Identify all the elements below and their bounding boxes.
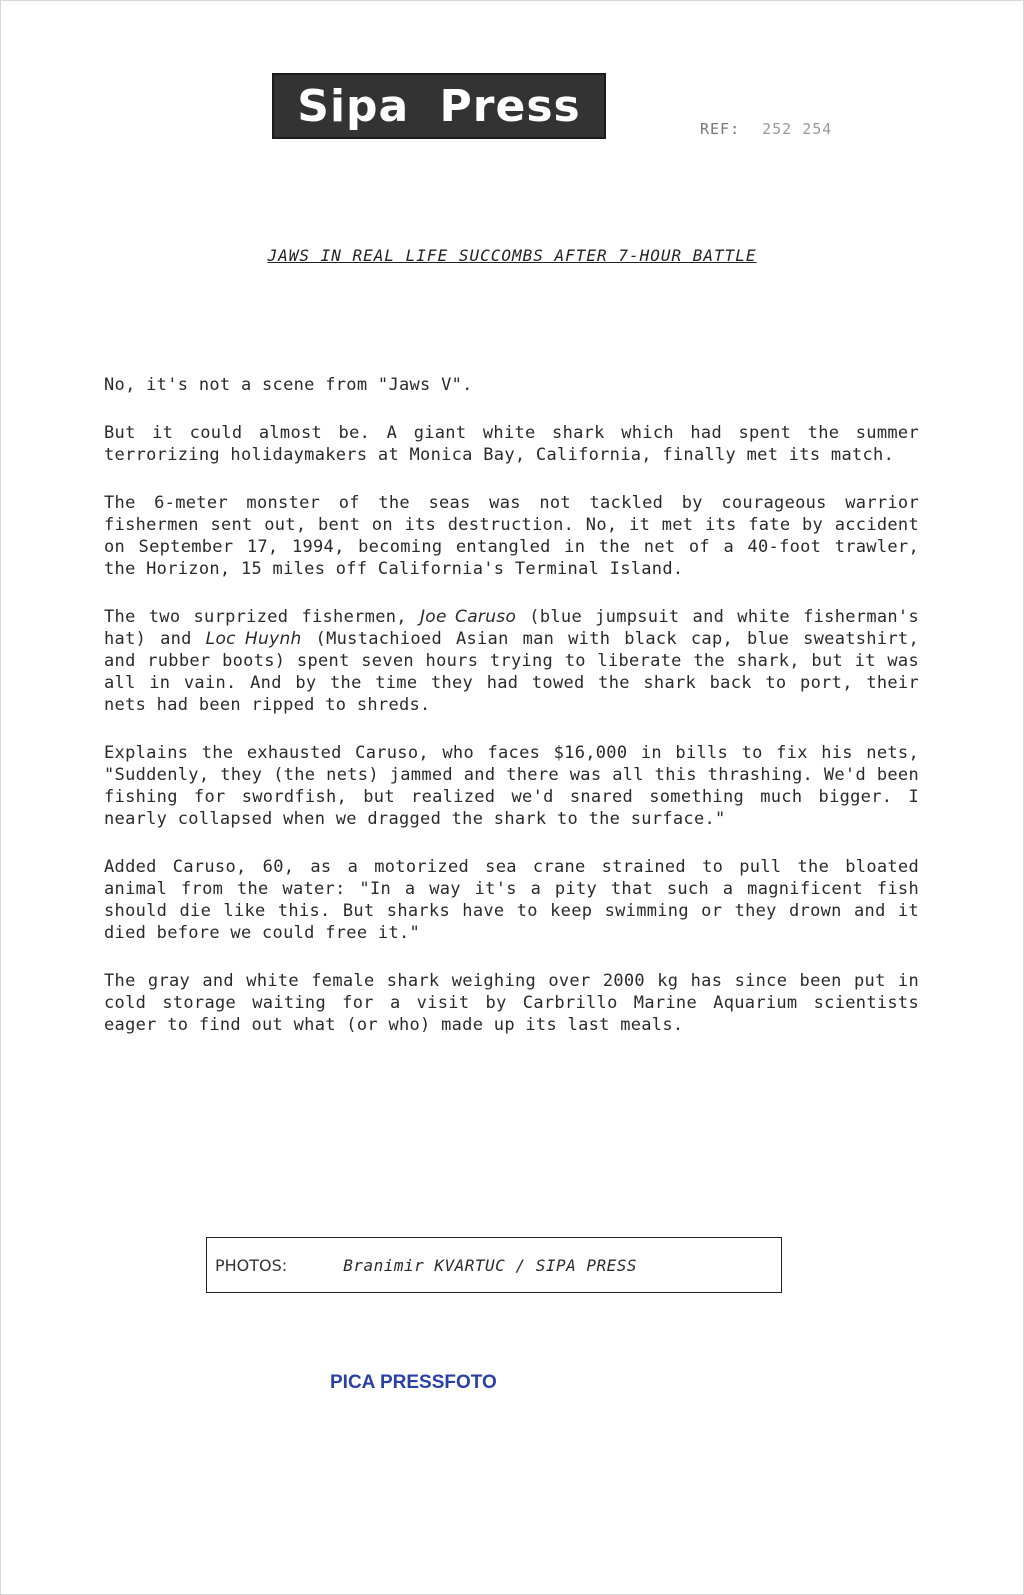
paragraph-fishermen: [104, 606, 919, 716]
paragraph: Explains the exhausted Caruso, who faces $16,000 in bills to fix his nets, "Suddenly, they (the nets) jammed and there was all this thrashing. We'd been fishing for swordfish, but realized we'd snared something much bigger. I nearly collapsed when we dragged the shark to the surface.": [104, 743, 919, 829]
article-body: [104, 374, 919, 1062]
text-run: (blue jumpsuit and white fisherman's hat) and: [104, 607, 919, 649]
photo-credit-text: Branimir KVARTUC / SIPA PRESS: [343, 1255, 638, 1275]
paragraph: The 6-meter monster of the seas was not tackled by courageous warrior fishermen sent out, bent on its destruction. No, it met its fate by accident on September 17, 1994, becoming entangled in the net of a 40-foot trawler, the Horizon, 15 miles off California's Terminal Island.: [104, 493, 919, 579]
photo-credit-label: PHOTOS:: [215, 1255, 288, 1275]
reference: [700, 120, 832, 138]
paragraph: But it could almost be. A giant white shark which had spent the summer terrorizing holidaymakers at Monica Bay, California, finally met its match.: [104, 423, 919, 465]
paragraph: The gray and white female shark weighing over 2000 kg has since been put in cold storage waiting for a visit by Carbrillo Marine Aquarium scientists eager to find out what (or who) made up its last meals.: [104, 971, 919, 1035]
person-name: Joe Caruso: [419, 607, 517, 627]
text-run: (Mustachioed Asian man with black cap, blue sweatshirt, and rubber boots) spent seven hours trying to liberate the shark, but it was all in vain. And by the time they had towed the shark back to port, their nets had been ripped to shreds.: [104, 629, 919, 715]
photo-credit-box: [206, 1237, 782, 1293]
headline: JAWS IN REAL LIFE SUCCOMBS AFTER 7-HOUR BATTLE: [267, 246, 757, 265]
ref-label: REF:: [700, 120, 741, 138]
person-name: Loc Huynh: [205, 629, 302, 649]
pica-pressfoto-stamp: PICA PRESSFOTO: [330, 1372, 497, 1393]
ref-number: 252 254: [762, 120, 833, 138]
text-run: The two surprized fishermen,: [104, 607, 420, 627]
paragraph: Added Caruso, 60, as a motorized sea crane strained to pull the bloated animal from the water: "In a way it's a pity that such a magnificent fish should die like this. But sharks have to keep swimming or they drown and it died before we could free it.": [104, 857, 919, 943]
sipa-press-logo: Sipa Press: [272, 73, 606, 139]
paragraph: No, it's not a scene from "Jaws V".: [104, 375, 473, 395]
